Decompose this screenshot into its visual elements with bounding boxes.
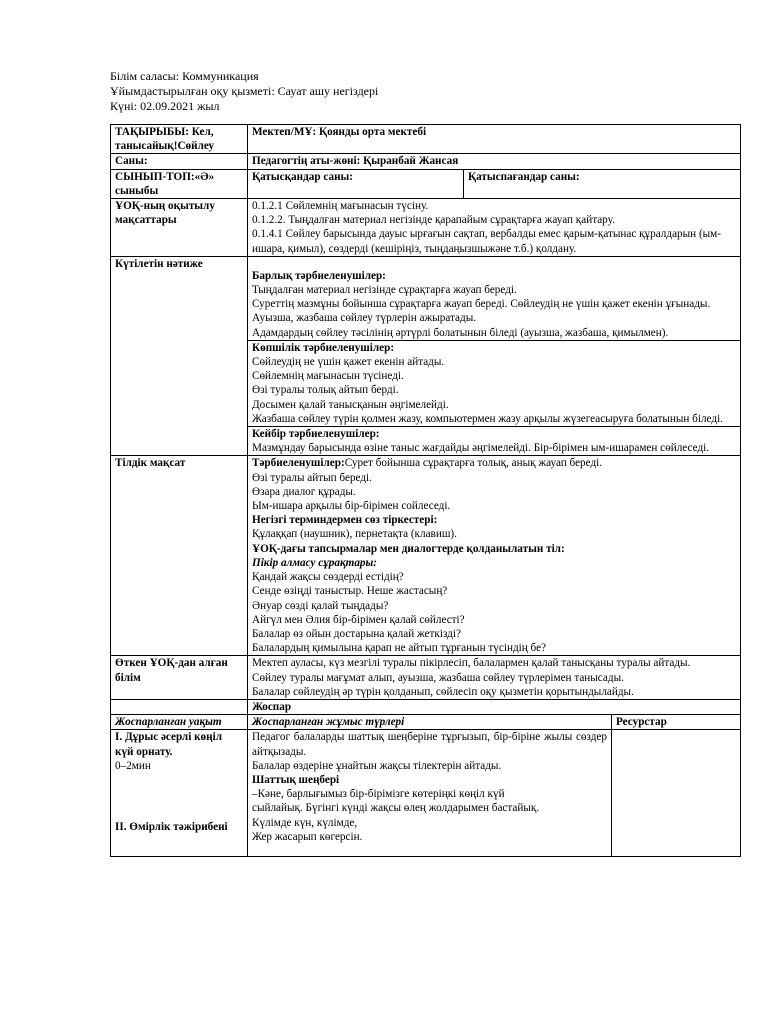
most-line: Досымен қалай танысқанын әңгімелейді. [252,398,449,411]
most-line: Сөйлеудің не үшін қажет екенін айтады. [252,356,445,369]
expected-row-all [111,256,741,340]
all-line: Тыңдалған материал негізінде сұрақтарға жауап береді. [252,284,517,297]
language-first-line: Сурет бойынша сұрақтарға толық, анық жауап береді. [344,457,603,470]
question-item: Балалардың қимылына қарап не айтып тұрғанын түсіндің бе? [252,642,546,655]
lesson-plan-table [110,124,741,857]
all-line: Суреттің мазмұны бойынша сұрақтарға жауап береді. Сөйлеудің не үшін қажет екенін ұғынады. Ауызша, жазбаша сөйлеу түрлерін ажыратады. [252,298,711,325]
goal-item: 0.1.4.1 Сөйлеу барысында дауыс ырғағын сақтап, вербалды емес қарым-қатынас құралдарын (ым-ишара, қимыл), сөздерді (кешіріңіз, тыңдаңызшыжәне т.б.) қолдану. [252,228,721,255]
expected-all-cell [248,256,741,340]
goals-label: ҰОҚ-ның оқытылу мақсаттары [111,199,248,257]
absent-count: Қатыспағандар саны: [464,169,741,198]
count-label: Саны: [111,154,248,169]
count-row [111,154,741,169]
question-item: Қандай жақсы сөздерді естідің? [252,571,404,584]
previous-line: Балалар сөйлеудің әр түрін қолданып, сөйлесіп оқу қызметін қорытындылайды. [252,685,634,698]
class-label: СЫНЫП-ТОП:«Ә» сыныбы [111,169,248,198]
goals-cell [248,199,741,257]
planned-work-header: Жоспарланған жұмыс түрлері [248,715,612,730]
goal-item: 0.1.2.1 Сөйлемнің мағынасын түсіну. [252,200,429,213]
plan-header-row [111,715,741,730]
plan-stage-row [111,730,741,857]
previous-line: Мектеп ауласы, күз мезгілі туралы пікірлесіп, балалармен қалай танысқаны туралы айтады. [252,657,691,670]
topic-row [111,125,741,154]
previous-knowledge-label: Өткен ҰОҚ-дан алған білім [111,656,248,700]
class-row [111,169,741,198]
stage-work-cell [248,730,612,857]
discussion-questions-title: Пікір алмасу сұрақтары: [252,556,378,569]
all-line: Адамдардың сөйлеу тәсілінің әртүрлі болатынын біледі (ауызша, жазбаша, қимылмен). [252,326,669,339]
language-goal-cell [248,456,741,656]
plan-title: Жоспар [248,699,741,714]
most-line: Жазбаша сөйлеу түрін қолмен жазу, компьютермен жазу арқылы жүзегеасыруға болатынын біледі. [252,412,723,425]
expected-some-cell [248,427,741,456]
previous-knowledge-cell [248,656,741,700]
all-students-title: Барлық тәрбиеленушілер: [252,269,386,282]
some-line: Мазмұндау барысында өзіне таныс жағдайды әңгімелейді. Бір-бірімен ым-ишарамен сөйлеседі. [252,442,710,455]
goal-item: 0.1.2.2. Тыңдалған материал негізінде қарапайым сұрақтарға жауап қайтару. [252,214,615,227]
stage-1-title: I. Дұрыс әсерлі көңіл күй орнату. [115,731,222,758]
terms-text: Құлаққап (наушник), пернетақта (клавиш). [252,528,457,541]
poem-line: Жер жасарып көгерсін. [252,830,363,843]
poem-line: –Кәне, барлығымыз бір-бірімізге көтеріңкі көңіл күй [252,788,505,801]
school-name: Мектеп/МҰ: Қоянды орта мектебі [248,125,741,154]
work-line: Педагог балаларды шаттық шеңберіне тұрғызып, бір-біріне жылы сөздер айтқызады. [252,731,607,758]
work-line: Балалар өздеріне ұнайтын жақсы тілектерін айтады. [252,759,502,772]
question-item: Сенде өзіңді таныстыр. Неше жастасың? [252,585,448,598]
expected-label: Күтілетін нәтиже [111,256,248,456]
most-line: Сөйлемнің мағынасын түсінеді. [252,370,404,383]
poem-line: Күлімде күн, күлімде, [252,816,358,829]
planned-time-header: Жоспарланған уақыт [111,715,248,730]
language-line: Ым-ишара арқылы бір-бірімен сойлеседі. [252,500,451,513]
resources-header: Ресурстар [612,715,741,730]
topic-label: ТАҚЫРЫБЫ: Кел, танысайық!Сөйлеу [111,125,248,154]
most-line: Өзі туралы толық айтып берді. [252,384,399,397]
language-students-title: Тәрбиеленушілер: [252,457,345,470]
language-goal-label: Тілдік мақсат [111,456,248,656]
subject-area: Білім саласы: Коммуникация [110,69,259,83]
stage-cell [111,730,248,857]
dialog-language-title: ҰОҚ-дағы тапсырмалар мен диалогтерде қолданылатын тіл: [252,542,565,555]
organized-activity: Ұйымдастырылған оқу қызметі: Сауат ашу негіздері [110,84,379,98]
teacher-name: Педагогтің аты-жөні: Қыранбай Жансая [248,154,741,169]
question-item: Балалар өз ойын достарына қалай жеткізді? [252,627,461,640]
resources-cell [612,730,741,857]
language-line: Өзара диалог құрады. [252,485,356,498]
stage-2-title: II. Өмірлік тәжірибені [115,820,228,833]
previous-knowledge-row [111,656,741,700]
lesson-date: Күні: 02.09.2021 жыл [110,99,220,113]
document-header [110,69,378,114]
most-students-title: Көпшілік тәрбиеленушілер: [252,341,395,354]
question-item: Айгүл мен Әлия бір-бірімен қалай сөйлесті? [252,613,465,626]
previous-line: Сөйлеу туралы мағұмат алып, ауызша, жазбаша сөйлеу түрлерімен танысады. [252,671,624,684]
expected-most-cell [248,340,741,426]
terms-title: Негізгі терминдермен сөз тіркестері: [252,514,438,527]
plan-title-row [111,699,741,714]
question-item: Әнуар сөзді қалай тыңдады? [252,599,389,612]
stage-1-time: 0–2мин [115,759,151,772]
language-goal-row [111,456,741,656]
some-students-title: Кейбір тәрбиеленушілер: [252,428,380,441]
poem-line: сыйлайық. Бүгінгі күнді жақсы өлең жолдарымен бастайық. [252,802,540,815]
circle-title: Шаттық шеңбері [252,773,340,786]
language-line: Өзі туралы айтып береді. [252,471,372,484]
present-count: Қатысқандар саны: [248,169,464,198]
goals-row [111,199,741,257]
